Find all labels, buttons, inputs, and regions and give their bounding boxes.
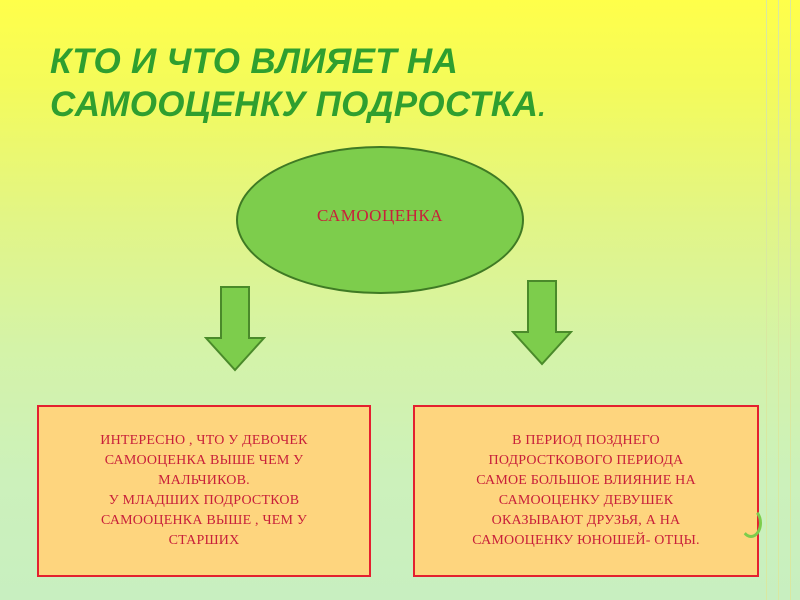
center-node-label: САМООЦЕНКА xyxy=(317,206,443,225)
slide-edge-line xyxy=(778,0,779,600)
title-line-2-text: САМООЦЕНКУ ПОДРОСТКА xyxy=(50,85,539,124)
right-info-text: В ПЕРИОД ПОЗДНЕГО ПОДРОСТКОВОГО ПЕРИОДА САМОЕ БОЛЬШОЕ ВЛИЯНИЕ НА САМООЦЕНКУ ДЕВУШЕК ОКАЗЫВАЮТ ДРУЗЬЯ, А НА САМООЦЕНКУ ЮНОШЕЙ- ОТЦЫ. xyxy=(472,433,700,548)
slide-edge-line xyxy=(790,0,791,600)
title-period: . xyxy=(538,92,546,122)
title-line-1: КТО И ЧТО ВЛИЯЕТ НА xyxy=(50,42,459,81)
slide-title xyxy=(50,40,690,129)
left-info-text: ИНТЕРЕСНО , ЧТО У ДЕВОЧЕК САМООЦЕНКА ВЫШЕ ЧЕМ У МАЛЬЧИКОВ. У МЛАДШИХ ПОДРОСТКОВ САМООЦЕНКА ВЫШЕ , ЧЕМ У СТАРШИХ xyxy=(100,433,308,548)
left-info-box xyxy=(37,405,371,577)
right-info-box xyxy=(413,405,759,577)
decorative-ring xyxy=(740,508,762,538)
slide-edge-line xyxy=(766,0,767,600)
center-node xyxy=(236,146,524,294)
title-line-2 xyxy=(50,83,690,129)
down-arrow-left-icon xyxy=(204,286,266,372)
down-arrow-right-icon xyxy=(511,280,573,366)
